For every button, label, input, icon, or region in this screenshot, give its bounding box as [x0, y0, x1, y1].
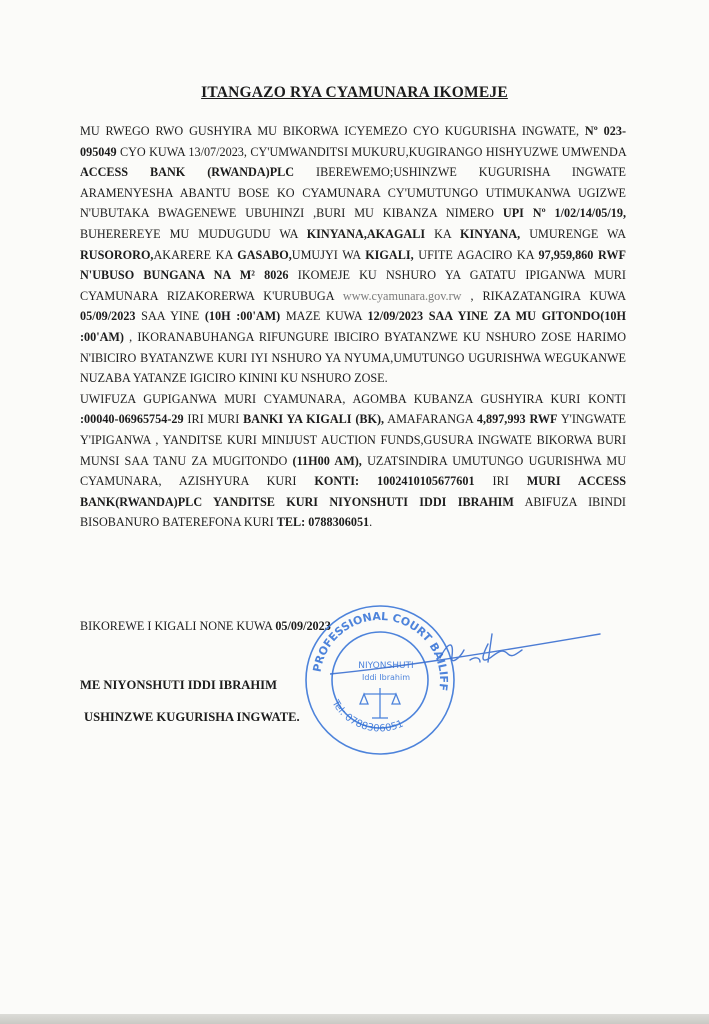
sector-name: RUSORORO, — [80, 247, 154, 262]
signer-role: USHINZWE KUGURISHA INGWATE. — [84, 710, 300, 724]
text-run: AMAFARANGA — [384, 412, 477, 427]
handwritten-signature — [330, 628, 610, 688]
text-run: UMUJYI WA — [291, 247, 366, 262]
payment-bank: MURI ACCESS BANK(RWANDA)PLC YANDITSE KURI NIYONSHUTI IDDI IBRAHIM — [80, 474, 627, 509]
text-run: IRI MURI — [183, 412, 244, 427]
text-run: KA — [425, 226, 461, 241]
start-date: 05/09/2023 — [80, 309, 136, 324]
district-name: GASABO, — [237, 247, 292, 262]
text-run: . — [369, 515, 373, 530]
stamp-name-line: NIYONSHUTI — [358, 661, 414, 671]
page-bottom-edge — [0, 1014, 709, 1024]
text-run: , RIKAZATANGIRA KUWA — [461, 288, 626, 303]
bank-name: ACCESS BANK (RWANDA)PLC — [80, 165, 295, 180]
stamp-tel-path: Tel: 0788306051 — [329, 698, 406, 735]
village-name: KINYANA,AKAGALI — [306, 226, 426, 241]
contact-phone: TEL: 0788306051 — [276, 515, 370, 530]
deposit-bank-name: BANKI YA KIGALI (BK), — [243, 412, 385, 427]
text-run: IBEREWEMO;USHINZWE KUGURISHA INGWATE ARAMENYESHA ABANTU BOSE KO CYAMUNARA CY'UMUTUNGO UTIMUKANWA UGIZWE N'UBUTAKA BWAGENEWE UBUHINZI ,BURI MU KIBANZA NIMERO — [80, 165, 627, 221]
deposit-account-number: :00040-06965754-29 — [80, 412, 184, 427]
dated-line — [80, 619, 331, 634]
number-label: Nº — [584, 124, 598, 138]
dated-prefix: BIKOREWE I KIGALI NONE KUWA — [80, 619, 276, 633]
upi-number: UPI Nº 1/02/14/05/19, — [502, 206, 626, 221]
document-title: ITANGAZO RYA CYAMUNARA IKOMEJE — [201, 84, 508, 101]
text-run: , IKORANABUHANGA RIFUNGURE IBICIRO BYATANZWE KU NSHURO ZOSE HARIMO N'IBICIRO BYATANZWE KURI IYI NSHURO YA NYUMA,UMUTUNGO UGURISHWA WEGUKANWE NUZABA YATANZE IGICIRO KININI KU NSHURO ZOSE. — [80, 329, 626, 386]
text-run: Y'INGWATE Y'IPIGANWA , YANDITSE KURI MINIJUST AUCTION FUNDS,GUSURA INGWATE BIKORWA BURI MUNSI SAA TANU ZA MUGITONDO — [80, 412, 626, 468]
deposit-amount: 4,897,993 RWF — [476, 412, 558, 427]
dated-date: 05/09/2023 — [275, 619, 331, 633]
text-run: UFITE AGACIRO KA — [413, 247, 539, 262]
text-run: ABIFUZA IBINDI BISOBANURO BATEREFONA KURI — [80, 494, 626, 530]
text-run: UWIFUZA GUPIGANWA MURI CYAMUNARA, AGOMBA KUBANZA GUSHYIRA KURI KONTI — [80, 391, 626, 406]
text-run: UMURENGE WA — [520, 226, 627, 241]
visit-time: (11H00 AM), — [292, 453, 362, 468]
text-run: SAA YINE — [135, 309, 205, 324]
cell-name: KINYANA, — [460, 226, 521, 241]
city-name: KIGALI, — [365, 247, 414, 262]
stamp-ring-text-path: PROFESSIONAL COURT BAILIFF — [310, 609, 451, 692]
website-link[interactable]: www.cyamunara.gov.rw — [342, 288, 462, 303]
text-run: UZATSINDIRA UMUTUNGO UGURISHWA MU CYAMUNARA, AZISHYURA KURI — [80, 453, 627, 489]
text-run: IKOMEJE KU NSHURO YA GATATU IPIGANWA MURI CYAMUNARA RIZAKORERWA K'URUBUGA — [80, 268, 626, 303]
end-datetime: 12/09/2023 SAA YINE ZA MU GITONDO(10H :00'AM) — [80, 309, 626, 344]
case-number: 023-095049 — [80, 124, 626, 159]
scales-of-justice-icon — [360, 688, 400, 718]
text-run: MAZE KUWA — [280, 309, 368, 324]
document-body — [80, 121, 626, 533]
text-run: AKARERE KA — [153, 247, 238, 262]
property-area: N'UBUSO BUNGANA NA M² 8026 — [80, 268, 289, 283]
text-run: BUHEREREYE MU MUDUGUDU WA — [80, 226, 307, 241]
text-run: MU RWEGO RWO GUSHYIRA MU BIKORWA ICYEMEZO CYO KUGURISHA INGWATE, — [80, 124, 585, 138]
signer-name: ME NIYONSHUTI IDDI IBRAHIM — [80, 678, 277, 692]
text-run: CYO KUWA 13/07/2023, CY'UMWANDITSI MUKURU,KUGIRANGO HISHYUZWE UMWENDA — [116, 144, 626, 159]
payment-account: KONTI: 1002410105677601 — [314, 474, 475, 489]
text-run: IRI — [474, 474, 527, 489]
paragraph-auction-notice — [80, 121, 626, 389]
property-value: 97,959,860 RWF — [538, 247, 627, 262]
start-time: (10H :00'AM) — [204, 309, 281, 324]
paragraph-bidding-instructions — [80, 389, 626, 533]
stamp-name-line2: Iddi Ibrahim — [362, 673, 410, 682]
